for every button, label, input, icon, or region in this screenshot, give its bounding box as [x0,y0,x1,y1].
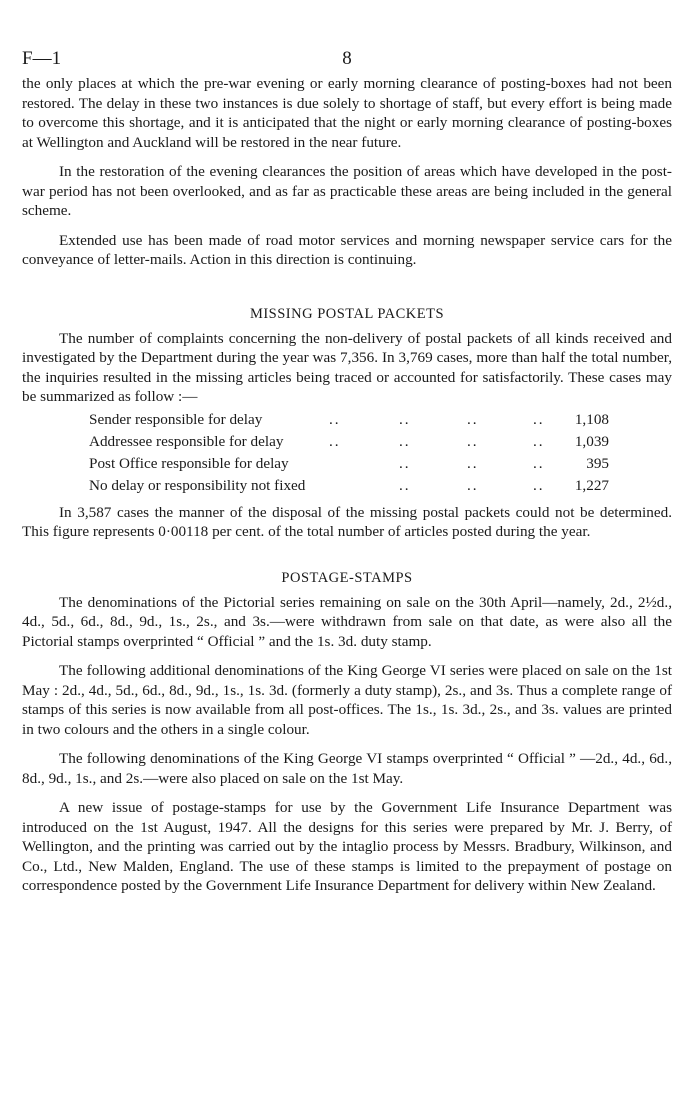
continued-paragraph: the only places at which the pre-war evening or early morning clearance of posting-boxes had not been restored. The delay in these two instances is due solely to shortage of staff, but every effort is being made to overcome this shortage, and it is anticipated that the night or early morning clearance of posting-boxes at Wellington and Auckland will be restored in the near future. [22,75,672,151]
leader-dots: .. [399,410,411,428]
table-row [89,409,609,431]
leader-dots: .. [399,432,411,450]
leader-dots: .. [467,454,479,472]
leader-dots: .. [533,432,545,450]
leader-dots: .. [467,432,479,450]
leader-dots: .. [533,476,545,494]
leader-dots: .. [399,454,411,472]
table-row-value: 395 [586,454,609,472]
paragraph-complaints: The number of complaints concerning the non-delivery of postal packets of all kinds received and investigated by the Department during the year was 7,356. In 3,769 cases, more than half the total number, the inquiries resulted in the missing articles being traced or accounted for satisfactorily. These cases may be summarized as follow :— [22,329,672,405]
leader-dots: .. [467,476,479,494]
page-number: 8 [342,48,352,69]
table-row-label: Addressee responsible for delay [89,432,284,450]
section-heading-missing-packets: MISSING POSTAL PACKETS [249,305,445,322]
leader-dots: .. [329,432,341,450]
missing-packets-table [89,409,609,497]
paragraph-pictorial-withdrawn: The denominations of the Pictorial series remaining on sale on the 30th April—namely, 2d., 2½d., 4d., 5d., 6d., 8d., 9d., 1s., 2s., and 3s.—were withdrawn from sale on that date, as were also all the Pictorial stamps overprinted “ Official ” and the 1s. 3d. duty stamp. [22,593,672,650]
leader-dots: .. [329,410,341,428]
page-header [22,48,672,74]
paragraph-undetermined-cases: In 3,587 cases the manner of the disposal of the missing postal packets could not be determined. This figure represents 0·00118 per cent. of the total number of articles posted during the year. [22,503,672,540]
table-row [89,453,609,475]
table-row-label: No delay or responsibility not fixed [89,476,306,494]
table-row-value: 1,108 [574,410,609,428]
paragraph-restoration: In the restoration of the evening clearances the position of areas which have developed in the post-war period has not been overlooked, and as far as practicable these areas are being included in the general scheme. [22,163,672,219]
table-row [89,475,609,497]
table-row-label: Post Office responsible for delay [89,454,289,472]
table-row [89,431,609,453]
paragraph-life-insurance-issue: A new issue of postage-stamps for use by the Government Life Insurance Department was introduced on the 1st August, 1947. All the designs for this series were prepared by Mr. J. Berry, of Wellington, and the printing was carried out by the intaglio process by Messrs. Bradbury, Wilkinson, and Co., Ltd., New Malden, England. The use of these stamps is limited to the prepayment of postage on correspondence posted by the Government Life Insurance Department for delivery within New Zealand. [22,799,672,894]
leader-dots: .. [467,410,479,428]
section-heading-postage-stamps: POSTAGE-STAMPS [281,569,413,586]
leader-dots: .. [399,476,411,494]
paragraph-motor-services: Extended use has been made of road motor services and morning newspaper service cars for the conveyance of letter-mails. Action in this direction is continuing. [22,231,672,268]
paragraph-king-george-denominations: The following additional denominations of the King George VI series were placed on sale on the 1st May : 2d., 4d., 5d., 6d., 8d., 9d., 1s., 1s. 3d. (formerly a duty stamp), 2s., and 3s. Thus a complete range of stamps of this series is now available from all post-offices. The 1s., 1s. 3d., 2s., and 3s. values are printed in two colours and the others in a single colour. [22,662,672,738]
table-row-label: Sender responsible for delay [89,410,263,428]
leader-dots: .. [533,454,545,472]
table-row-value: 1,227 [574,476,609,494]
table-row-value: 1,039 [574,432,609,450]
leader-dots: .. [533,410,545,428]
document-reference: F—1 [22,48,62,69]
document-page [22,48,672,906]
paragraph-official-overprint: The following denominations of the King George VI stamps overprinted “ Official ” —2d., 4d., 6d., 8d., 9d., 1s., and 2s.—were also placed on sale on the 1st May. [22,750,672,787]
